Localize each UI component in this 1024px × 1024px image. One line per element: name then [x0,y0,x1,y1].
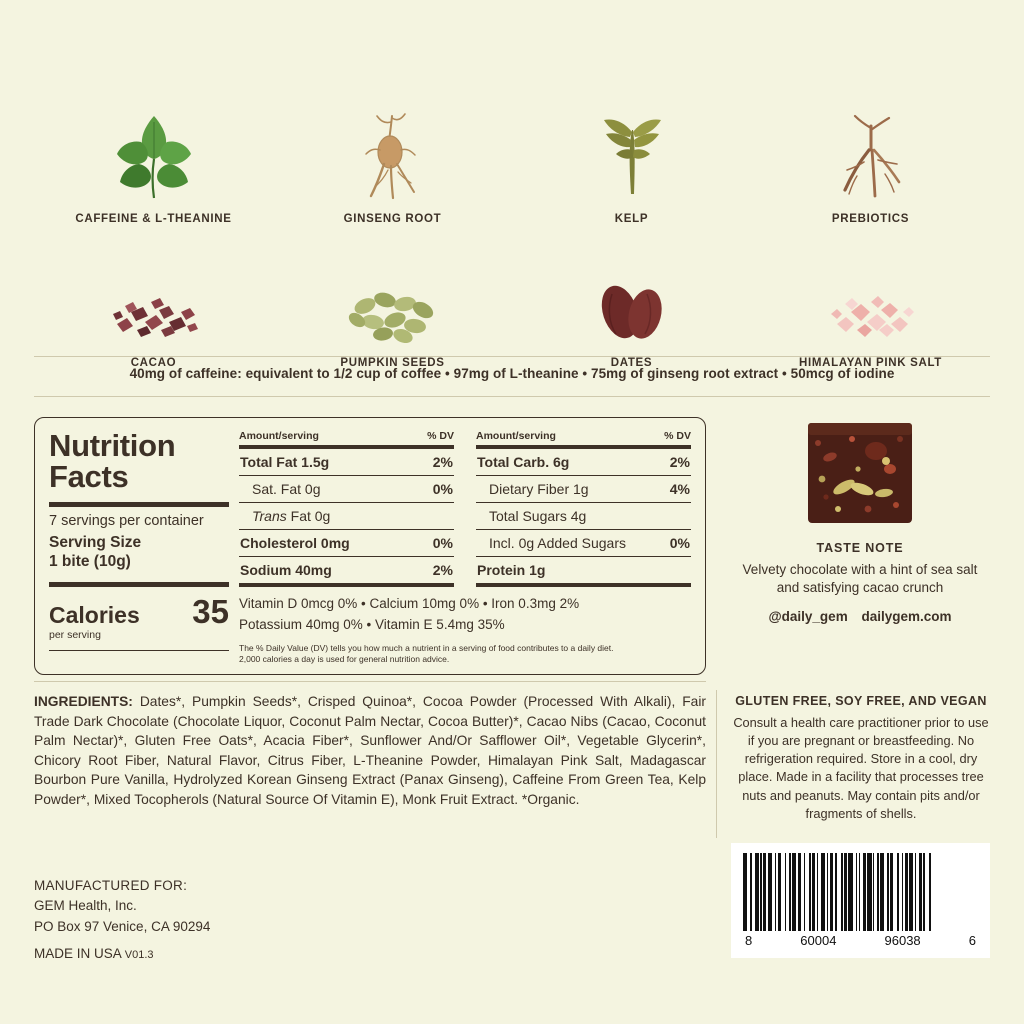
ingredient-label: DATES [610,356,653,369]
ingredient-icon-cell [512,230,751,370]
ingredient-icon-grid [34,86,990,370]
vitamins-line-1: Vitamin D 0mcg 0% • Calcium 10mg 0% • Iron 0.3mg 2% [239,596,580,611]
col-header-amount: Amount/serving [239,430,319,442]
ingredient-icon-cell [273,230,512,370]
nutrition-facts-panel [34,417,706,675]
divider-top [34,356,990,357]
claims-title: GLUTEN FREE, SOY FREE, AND VEGAN [735,694,987,708]
ingredient-icon-cell [273,86,512,226]
trans-fat-value: Fat 0g [286,508,331,524]
manufacturer-heading: MANUFACTURED FOR: [34,878,188,893]
caffeine-summary: 40mg of caffeine: equivalent to 1/2 cup of coffee • 97mg of L-theanine • 75mg of ginseng root extract • 50mcg of iodine [129,366,895,381]
ingredients-heading: INGREDIENTS: [34,694,133,709]
chicory-root-icon [831,110,911,202]
ingredient-icon-cell [34,86,273,226]
pink-salt-icon [823,254,919,346]
version-text: V01.3 [124,949,154,961]
nutrient-row: Total Sugars 4g [489,508,587,524]
barcode-group-2: 96038 [884,933,921,948]
vitamins-line-2: Potassium 40mg 0% • Vitamin E 5.4mg 35% [239,616,505,632]
claims-body: Consult a health care practitioner prior to use if you are pregnant or breastfeeding. No refrigeration required. Store in a cool, dry place. Made in a facility that processes tree nuts and peanuts. May contain pits and/or fragments of shells. [733,715,989,821]
calories-value: 35 [192,592,229,630]
ingredient-label: CAFFEINE & L-THEANINE [75,212,232,225]
nutrient-row [239,503,454,529]
nutrient-row: Total Fat 1.5g 2% [240,454,453,470]
taste-note-title: TASTE NOTE [816,541,904,555]
divider-bottom [34,396,990,397]
trans-italic: Trans [252,508,287,524]
divider-vertical [716,690,717,838]
ingredient-label: HIMALAYAN PINK SALT [798,356,943,369]
footnote-line-1: The % Daily Value (DV) tells you how much a nutrient in a serving of food contributes to a daily diet. [239,642,614,653]
nutrient-row: Total Carb. 6g 2% [477,454,690,470]
footnote-line-2: 2,000 calories a day is used for general nutrition advice. [239,654,450,665]
ingredient-icon-cell [512,86,751,226]
nutrient-row: Protein 1g [477,562,546,578]
barcode-bars [743,853,978,931]
nutrient-row: Incl. 0g Added Sugars 0% [489,535,690,551]
ingredient-icon-cell [751,230,990,370]
manufacturer-address: PO Box 97 Venice, CA 90294 [34,918,211,934]
ingredient-label: CACAO [130,356,177,369]
nutrition-title-line2: Facts [49,459,129,494]
divider-ingredients [34,681,706,682]
vitamins-block [239,594,691,636]
ingredients-block [34,692,706,809]
kelp-icon [596,110,668,202]
claims-block [730,694,992,823]
ingredients-text: Dates*, Pumpkin Seeds*, Crisped Quinoa*, Cocoa Powder (Processed With Alkali), Fair Trade Dark Chocolate (Chocolate Liquor, Coconut Palm Nectar, Cocoa Butter)*, Cacao Nibs (Cacao, Coconut Palm Nectar)*, Gluten Free Oats*, Acacia Fiber*, Sunflower And/Or Safflower Oil*, Vegetable Glycerin*, Chicory Root Fiber, Natural Flavor, Citrus Fiber, L-Theanine Powder, Himalayan Pink Salt, Madagascar Bourbon Pure Vanilla, Hydrolyzed Korean Ginseng Extract (Panax Ginseng), Caffeine From Green Tea, Kelp Powder*, Mixed Tocopherols (Natural Source Of Vitamin E), Monk Fruit Extract. *Organic. [34,694,706,807]
nutrition-rule-thick-1 [49,502,229,507]
nutrition-title-line1: Nutrition [49,428,176,463]
nutrition-column-right [476,430,691,587]
nutrition-facts-table [239,430,691,664]
nutrition-rule-thick-2 [49,582,229,587]
pumpkin-seeds-icon [345,254,441,346]
calories-label: Calories [49,601,140,628]
ingredient-icon-cell [751,86,990,226]
barcode-right-digit: 6 [968,933,976,948]
daily-value-footnote [239,643,691,666]
taste-note-block [730,417,990,624]
manufacturer-block [34,876,210,937]
serving-size-label: Serving Size [49,534,142,551]
ingredient-icon-cell [34,230,273,370]
nutrient-row: Dietary Fiber 1g 4% [489,481,690,497]
col-header-dv: % DV [664,430,691,442]
ingredient-label: GINSENG ROOT [343,212,442,225]
website-url[interactable]: dailygem.com [861,609,952,625]
product-bite-photo [804,417,916,529]
made-in-text: MADE IN USA [34,946,122,961]
ingredient-label: PREBIOTICS [831,212,910,225]
mint-leaf-icon [111,110,197,202]
barcode [731,843,990,958]
nutrition-column-left [239,430,454,587]
social-handles [730,609,990,624]
instagram-handle[interactable]: @daily_gem [768,609,848,625]
nutrient-row: Cholesterol 0mg 0% [240,535,453,551]
calories-row [49,592,229,641]
barcode-numbers [743,931,978,948]
calories-sublabel: per serving [49,628,101,641]
nutrition-facts-summary [49,430,239,664]
cacao-nibs-icon [107,254,201,346]
taste-note-body: Velvety chocolate with a hint of sea salt and satisfying cacao crunch [742,562,978,596]
barcode-group-1: 60004 [800,933,837,948]
manufacturer-name: GEM Health, Inc. [34,898,137,914]
ingredient-label: KELP [614,212,649,225]
dates-icon [590,254,674,346]
nutrient-row: Sat. Fat 0g 0% [252,481,453,497]
nutrition-rule-thin [49,650,229,651]
col-header-dv: % DV [427,430,454,442]
col-header-amount: Amount/serving [476,430,556,442]
made-in-line [34,946,154,961]
nutrient-row: Sodium 40mg 2% [240,562,453,578]
ginseng-root-icon [358,110,428,202]
servings-per-container: 7 servings per container [49,513,204,529]
ingredient-label: PUMPKIN SEEDS [340,356,445,369]
serving-size-value: 1 bite (10g) [49,553,131,571]
barcode-left-digit: 8 [745,933,753,948]
